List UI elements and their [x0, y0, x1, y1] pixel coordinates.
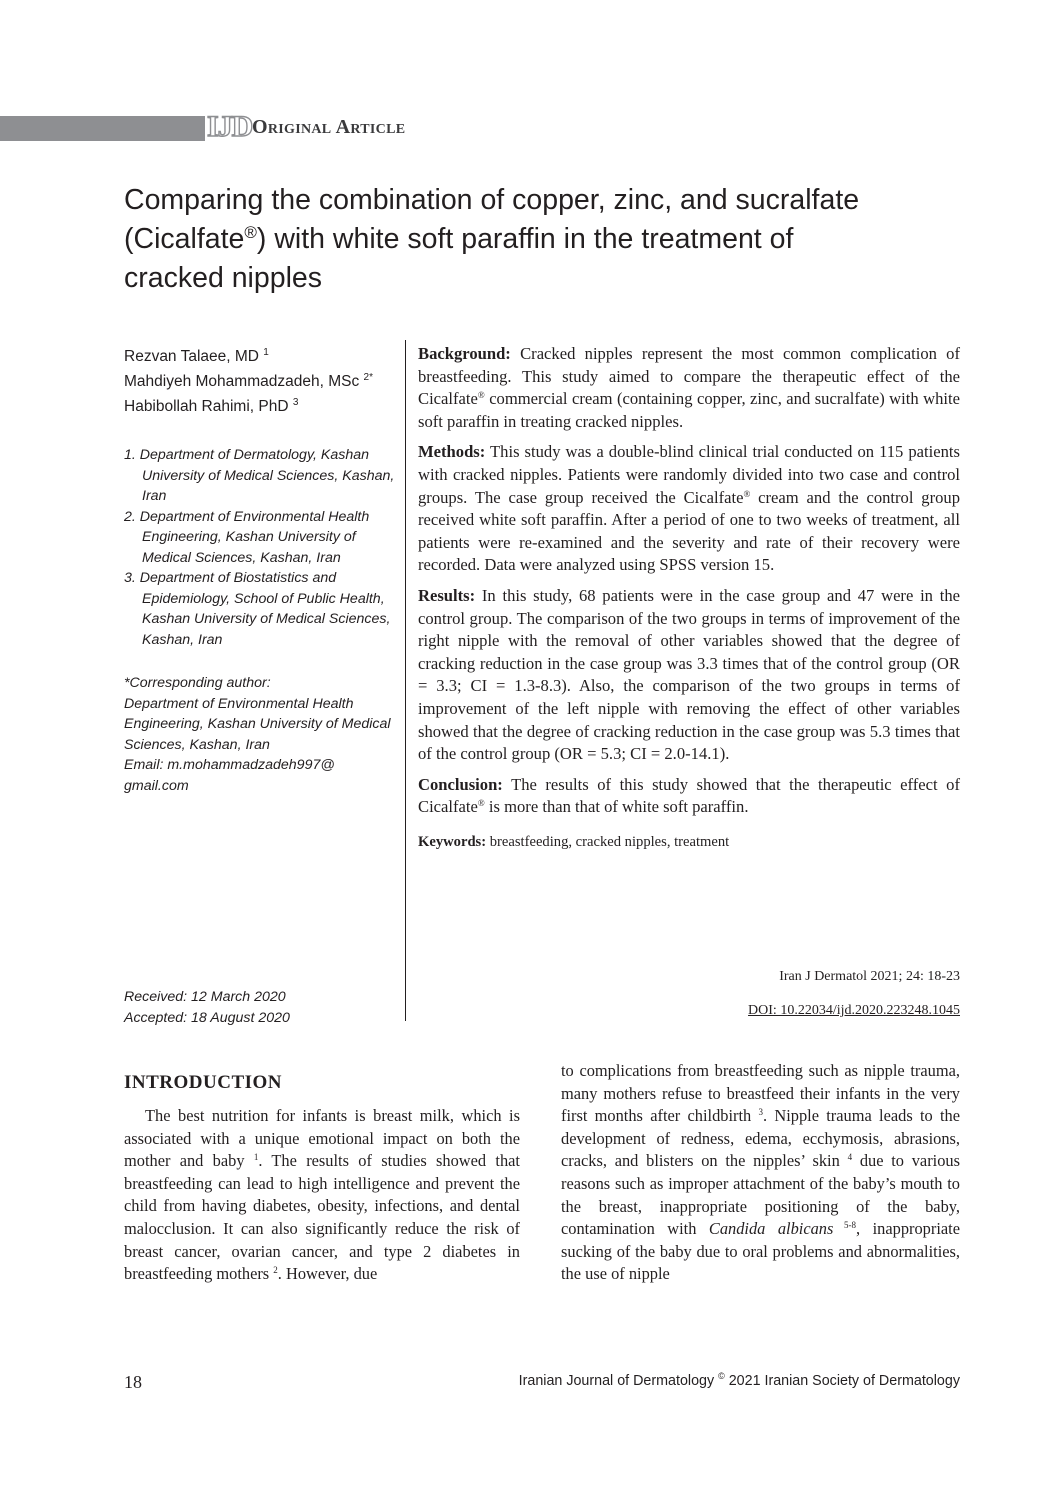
corresponding-label: *Corresponding author:: [124, 675, 271, 691]
citation: Iran J Dermatol 2021; 24: 18-23: [779, 969, 960, 984]
abstract-methods: Methods: This study was a double-blind clinical trial conducted on 115 patients with cracked nipples. Patients were randomly divided into two case and control groups. The case group received the Cicalfate® cream and the control group received white soft paraffin. After a period of one to two weeks of treatment, all patients were re-examined and the severity and rate of their recovery were recorded. Data were analyzed using SPSS version 15.: [418, 442, 961, 575]
title-line-3: cracked nipples: [124, 262, 323, 294]
abstract-keywords: Keywords: breastfeeding, cracked nipples, treatment: [418, 833, 730, 850]
corresponding-author: [124, 673, 399, 796]
introduction-column-1: [124, 1105, 520, 1286]
received-date: Received: 12 March 2020: [124, 989, 286, 1005]
author: Mahdiyeh Mohammadzadeh, MSc $^{2*}$: [124, 372, 373, 390]
affiliations: [124, 445, 399, 650]
affiliation-item: 3. Department of Biostatistics and Epidemiology, School of Public Health, Kashan University of Medical Sciences, Kashan, Iran: [124, 570, 391, 648]
article-dates: [124, 987, 399, 1028]
affiliation-item: 1. Department of Dermatology, Kashan University of Medical Sciences, Kashan, Iran: [124, 447, 395, 504]
article-title: [124, 181, 954, 298]
corresponding-email: Email: m.mohammadzadeh997@ gmail.com: [124, 757, 335, 794]
abstract: [418, 343, 960, 861]
introduction-heading: INTRODUCTION: [124, 1072, 283, 1093]
registered-mark: ®: [244, 223, 257, 242]
doi-link[interactable]: DOI: 10.22034/ijd.2020.223248.1045: [748, 1003, 960, 1018]
title-line-2b: ) with white soft paraffin in the treatment of: [256, 223, 794, 255]
title-line-2a: (Cicalfate: [124, 223, 245, 255]
accepted-date: Accepted: 18 August 2020: [124, 1009, 290, 1026]
journal-logo: IJD: [207, 110, 253, 143]
column-divider: [405, 340, 406, 1021]
section-label: Original Article: [252, 116, 406, 138]
introduction-column-2: to complications from breastfeeding such as nipple trauma, many mothers refuse to breastfeed their infants in the very first months after childbirth $^3$. Nipple trauma leads to the development of redness, edema, ecchymosis, abrasions, cracks, and blisters on the nipples’ skin $^4$ due to various reasons such as improper attachment of the baby’s mouth to the breast, inappropriate positioning of the baby, contamination with Candida albicans $^{5-8}$, inappropriate sucking of the baby due to oral problems and abnormalities, the use of nipple: [561, 1061, 961, 1284]
journal-footer: Iranian Journal of Dermatology © 2021 Iranian Society of Dermatology: [518, 1371, 960, 1389]
author: Rezvan Talaee, MD $^1$: [124, 347, 269, 365]
title-line-1: Comparing the combination of copper, zinc, and sucralfate: [124, 184, 860, 216]
corresponding-address: Department of Environmental Health Engineering, Kashan University of Medical Sciences, Kashan, Iran: [124, 695, 391, 753]
page-number: 18: [124, 1372, 142, 1392]
abstract-results: Results: In this study, 68 patients were in the case group and 47 were in the control group. The comparison of the two groups in terms of improvement of the right nipple with the removal of other variables showed that the degree of cracking reduction in the case group was 3.3 times that of the control group (OR = 3.3; CI = 1.3-8.3). Also, the comparison of the two groups in terms of improvement of the left nipple with removing the effect of other variables showed that the degree of cracking reduction in the case group was 5.3 times that of the control group (OR = 5.3; CI = 2.0-14.1).: [418, 585, 960, 764]
paragraph: The best nutrition for infants is breast milk, which is associated with a unique emotional impact on both the mother and baby $^1$. The results of studies showed that breastfeeding can lead to high intelligence and prevent the child from having diabetes, obesity, infections, and dental malocclusion. It can also significantly reduce the risk of breast cancer, ovarian cancer, and type 2 diabetes in breastfeeding mothers $^2$. However, due: [124, 1106, 520, 1284]
affiliation-item: 2. Department of Environmental Health Engineering, Kashan University of Medical Sciences, Kashan, Iran: [124, 508, 370, 566]
abstract-background: Background: Cracked nipples represent the most common complication of breastfeeding. This study aimed to compare the therapeutic effect of the Cicalfate® commercial cream (containing copper, zinc, and sucralfate) with white soft paraffin in treating cracked nipples.: [418, 344, 960, 431]
author: Habibollah Rahimi, PhD $^3$: [124, 397, 299, 415]
species-name: Candida albicans: [708, 1219, 834, 1239]
abstract-conclusion: Conclusion: The results of this study showed that the therapeutic effect of Cicalfate® is more than that of white soft paraffin.: [418, 774, 960, 817]
author-list: [124, 344, 404, 419]
header-bar: [0, 116, 205, 141]
